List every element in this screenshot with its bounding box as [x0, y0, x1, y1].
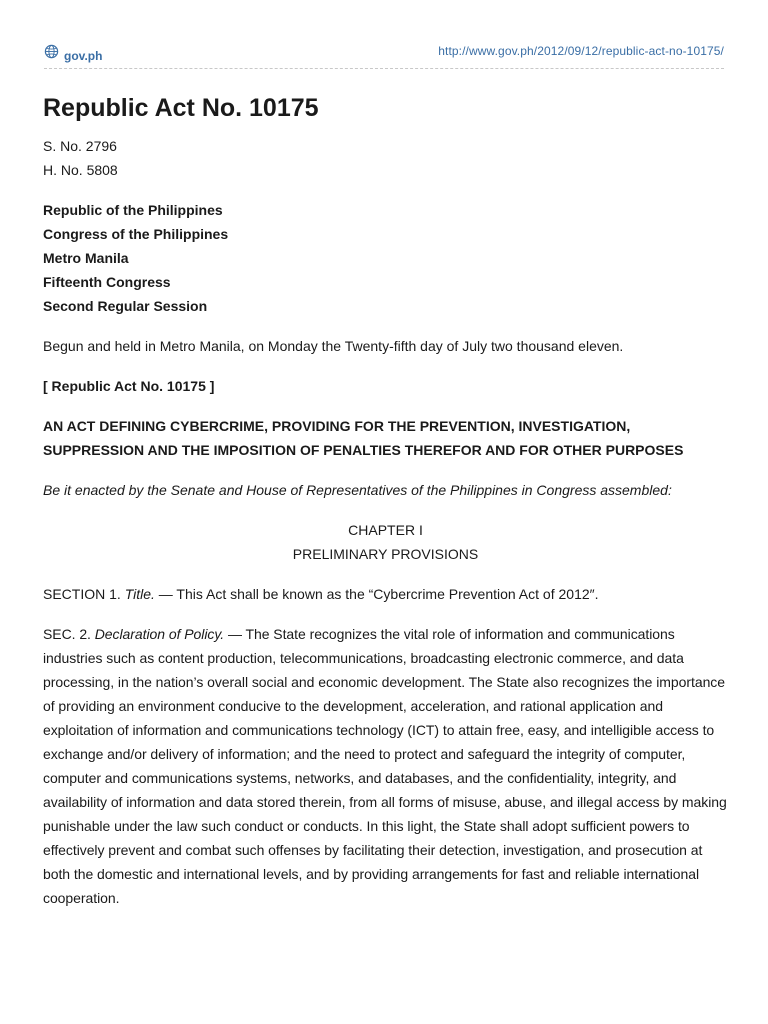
section-2-heading: Declaration of Policy. — [94, 626, 225, 642]
section-1-label: SECTION 1. — [43, 586, 125, 602]
bill-numbers — [43, 134, 728, 182]
header-divider — [44, 68, 724, 69]
chapter-number: CHAPTER I — [348, 522, 423, 538]
congress-number-line: Fifteenth Congress — [43, 274, 171, 290]
section-1 — [43, 582, 728, 606]
site-label[interactable]: gov.ph — [64, 49, 103, 63]
source-url-link[interactable]: http://www.gov.ph/2012/09/12/republic-act-no-10175/ — [438, 44, 724, 58]
page-header — [0, 0, 768, 70]
section-2-label: SEC. 2. — [43, 626, 95, 642]
session-line: Second Regular Session — [43, 298, 208, 314]
session-statement: Begun and held in Metro Manila, on Monday the Twenty-fifth day of July two thousand eleven. — [43, 338, 624, 354]
location-line: Metro Manila — [43, 250, 129, 266]
section-2-text: — The State recognizes the vital role of information and communications industries such as content production, telecommunications, broadcasting electronic commerce, and data processing, in the nation’s overall social and economic development. The State also recognizes the importance of providing an environment conducive to the development, acceleration, and rational application and exploitation of information and communications technology (ICT) to attain free, easy, and intelligible access to exchange and/or delivery of information; and the need to protect and safeguard the integrity of computer, computer and communications systems, networks, and databases, and the confidentiality, integrity, and availability of information and data stored therein, from all forms of misuse, abuse, and illegal access by making punishable under the law such conduct or conducts. In this light, the State shall adopt sufficient powers to effectively prevent and combat such offenses by facilitating their detection, investigation, and prosecution at both the domestic and international levels, and by providing arrangements for fast and reliable international cooperation. — [43, 626, 727, 906]
section-1-heading: Title. — [124, 586, 155, 602]
site-brand[interactable] — [44, 44, 102, 64]
chapter-heading — [43, 518, 728, 566]
act-number-heading: [ Republic Act No. 10175 ] — [43, 378, 215, 394]
senate-bill-number: S. No. 2796 — [43, 138, 117, 154]
section-1-text: — This Act shall be known as the “Cybercrime Prevention Act of 2012″. — [154, 586, 599, 602]
congress-line: Congress of the Philippines — [43, 226, 229, 242]
republic-line: Republic of the Philippines — [43, 202, 223, 218]
document-body — [43, 88, 728, 910]
page-title: Republic Act No. 10175 — [43, 94, 319, 122]
globe-icon — [44, 44, 59, 64]
legislature-block — [43, 198, 728, 318]
house-bill-number: H. No. 5808 — [43, 162, 118, 178]
section-2 — [43, 622, 728, 910]
chapter-title: PRELIMINARY PROVISIONS — [292, 546, 479, 562]
act-long-title: AN ACT DEFINING CYBERCRIME, PROVIDING FOR THE PREVENTION, INVESTIGATION, SUPPRESSION AND THE IMPOSITION OF PENALTIES THEREFOR AND FOR OTHER PURPOSES — [43, 418, 684, 458]
enacting-clause: Be it enacted by the Senate and House of Representatives of the Philippines in Congress assembled: — [43, 482, 672, 498]
